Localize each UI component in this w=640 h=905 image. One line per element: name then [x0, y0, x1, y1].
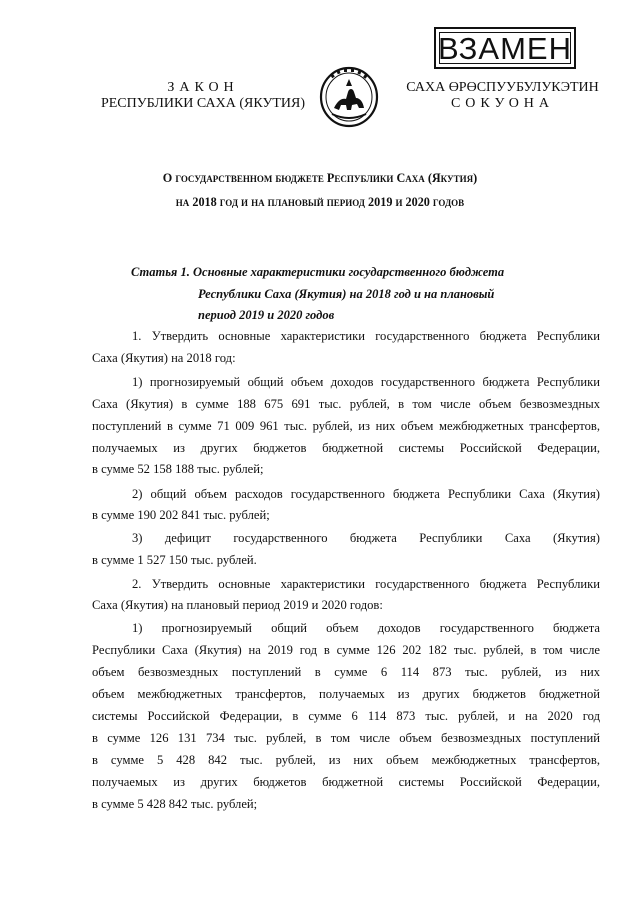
body-line: в сумме 1 527 150 тыс. рублей. — [92, 553, 257, 567]
header-left-line2: РЕСПУБЛИКИ САХА (ЯКУТИЯ) — [100, 96, 306, 111]
body-line: получаемых из других бюджетов бюджетной системы Российской Федерации, — [92, 441, 600, 455]
body-line: Республики Саха (Якутия) на 2019 год в сумме 126 202 182 тыс. рублей, в том числе — [92, 643, 600, 657]
stamp-text: ВЗАМЕН — [438, 30, 572, 66]
body-line: в сумме 190 202 841 тыс. рублей; — [92, 508, 270, 522]
body-line: в сумме 52 158 188 тыс. рублей; — [92, 462, 264, 476]
body-line: Саха (Якутия) на плановый период 2019 и 2020 годов: — [92, 598, 383, 612]
header-left-line1: ЗАКОН — [167, 80, 239, 95]
body-line: поступлений в сумме 71 009 961 тыс. рублей, из них объем межбюджетных трансфертов, — [92, 419, 600, 433]
body-line: 1) прогнозируемый общий объем доходов государственного бюджета — [132, 621, 600, 635]
header-right-line2: СОКУОНА — [450, 96, 555, 111]
body-line: 1) прогнозируемый общий объем доходов государственного бюджета Республики — [132, 375, 600, 389]
body-line: в сумме 126 131 734 тыс. рублей, в том числе объем безвозмездных поступлений — [92, 731, 600, 745]
body-line: 2) общий объем расходов государственного бюджета Республики Саха (Якутия) — [132, 487, 600, 501]
body-line: 1. Утвердить основные характеристики государственного бюджета Республики — [132, 329, 600, 343]
body-line: 2. Утвердить основные характеристики государственного бюджета Республики — [132, 577, 600, 591]
body-line: в сумме 5 428 842 тыс. рублей; — [92, 797, 258, 811]
body-line: системы Российской Федерации, в сумме 6 114 873 тыс. рублей, и на 2020 год — [92, 709, 600, 723]
body-line: объем безвозмездных поступлений в сумме 6 114 873 тыс. рублей, из них — [92, 665, 600, 679]
article-heading-line3: период 2019 и 2020 годов — [198, 308, 335, 322]
body-line: получаемых из других бюджетов бюджетной системы Российской Федерации, — [92, 775, 600, 789]
document-title-line2: на 2018 год и на плановый период 2019 и 2020 годов — [175, 195, 465, 209]
body-line: объем межбюджетных трансфертов, получаемых из других бюджетов бюджетной — [92, 687, 600, 701]
article-heading-line2: Республики Саха (Якутия) на 2018 год и на плановый — [198, 287, 495, 301]
body-line: в сумме 5 428 842 тыс. рублей, из них объем межбюджетных трансфертов, — [92, 753, 600, 767]
document-title-line1: О государственном бюджете Республики Саха (Якутия) — [162, 171, 478, 185]
body-line: 3) дефицит государственного бюджета Республики Саха (Якутия) — [132, 531, 600, 545]
replacement-stamp — [434, 27, 576, 69]
header-right — [380, 80, 625, 112]
coat-of-arms-icon — [318, 64, 380, 128]
header-left — [88, 80, 318, 112]
header-right-line1: САХА ӨРӨСПУУБУЛУКЭТИН — [406, 80, 599, 95]
body-line: Саха (Якутия) в сумме 188 675 691 тыс. рублей, в том числе объем безвозмездных — [92, 397, 600, 411]
body-line: Саха (Якутия) на 2018 год: — [92, 351, 236, 365]
article-heading-line1: Статья 1. Основные характеристики государственного бюджета — [131, 265, 505, 279]
